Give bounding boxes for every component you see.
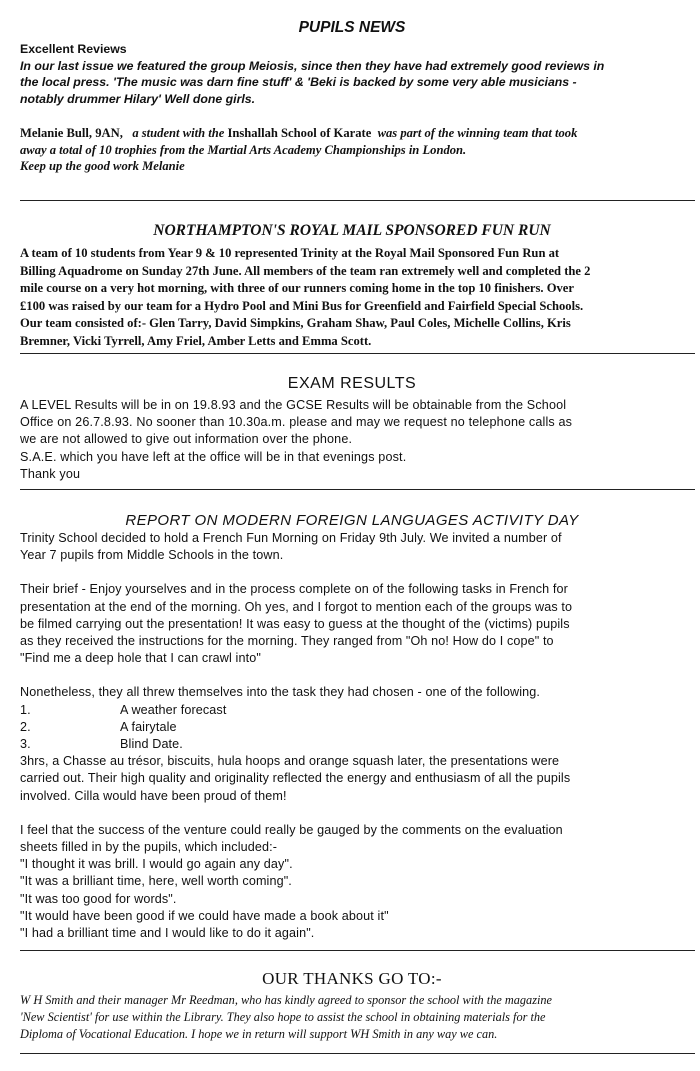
fun-run-line-2: Billing Aquadrome on Sunday 27th June. All members of the team ran extremely well and completed the 2 (20, 263, 591, 278)
fun-run-section (20, 245, 684, 350)
fun-run-line-4: £100 was raised by our team for a Hydro Pool and Mini Bus for Greenfield and Fairfield Special Schools. (20, 298, 584, 313)
karate-mid-text: a student with the (132, 125, 225, 140)
nonetheless-line: Nonetheless, they all threw themselves into the task they had chosen - one of the following. (20, 685, 540, 700)
brief-line-1: Their brief - Enjoy yourselves and in the process complete on of the following tasks in French for (20, 582, 568, 597)
after-line-2: carried out. Their high quality and originality reflected the energy and enthusiasm of all the pupils (20, 771, 571, 786)
karate-line-1 (20, 125, 684, 142)
section-divider (20, 200, 695, 201)
feedback-line-1: I feel that the success of the venture could really be gauged by the comments on the evaluation (20, 822, 563, 837)
task-text: A fairytale (120, 719, 177, 734)
brief-line-5: "Find me a deep hole that I can crawl into" (20, 651, 261, 666)
exam-line-5: Thank you (20, 466, 81, 481)
brief-line-2: presentation at the end of the morning. Oh yes, and I forgot to mention each of the groups was to (20, 599, 573, 614)
section-divider (20, 1053, 695, 1054)
exam-line-3: we are not allowed to give out information over the phone. (20, 432, 353, 447)
feedback-line-2: sheets filled in by the pupils, which included:- (20, 840, 278, 855)
task-number: 2. (20, 719, 31, 734)
thanks-line-2: 'New Scientist' for use within the Library. They also hope to assist the school in obtaining materials for the (20, 1010, 546, 1024)
reviews-subheading: Excellent Reviews (20, 42, 127, 56)
fun-run-line-5: Our team consisted of:- Glen Tarry, David Simpkins, Graham Shaw, Paul Coles, Michelle Collins, Kris (20, 316, 571, 330)
intro-line-1: Trinity School decided to hold a French Fun Morning on Friday 9th July. We invited a number of (20, 531, 562, 545)
after-line-3: involved. Cilla would have been proud of them! (20, 788, 287, 803)
languages-day-section (20, 530, 684, 942)
feedback-quote: "It was a brilliant time, here, well worth coming". (20, 874, 292, 889)
task-item (20, 702, 684, 719)
exam-line-2: Office on 26.7.8.93. No sooner than 10.30a.m. please and may we request no telephone calls as (20, 415, 573, 430)
thanks-line-1: W H Smith and their manager Mr Reedman, who has kindly agreed to sponsor the school with the magazine (20, 993, 553, 1007)
task-item (20, 736, 684, 753)
section-divider (20, 353, 695, 354)
fun-run-line-1: A team of 10 students from Year 9 & 10 represented Trinity at the Royal Mail Sponsored Fun Run at (20, 246, 560, 260)
brief-line-3: be filmed carrying out the presentation! It was easy to guess at the thought of the (victims) pupils (20, 616, 570, 631)
reviews-line-3: notably drummer Hilary' Well done girls. (20, 92, 256, 107)
reviews-line-1: In our last issue we featured the group Meiosis, since then they have had extremely good reviews in (20, 58, 605, 73)
after-line-1: 3hrs, a Chasse au trésor, biscuits, hula hoops and orange squash later, the presentations were (20, 754, 560, 769)
brief-line-4: as they received the instructions for the morning. They ranged from "Oh no! How do I cope" to (20, 634, 554, 649)
feedback-quote: "It was too good for words". (20, 891, 177, 906)
karate-school-name: Inshallah School of Karate (227, 125, 372, 140)
exam-line-4: S.A.E. which you have left at the office will be in that evenings post. (20, 449, 407, 464)
task-number: 1. (20, 702, 31, 717)
pupils-news-section (20, 41, 684, 175)
karate-end-text: was part of the winning team that took (377, 125, 578, 140)
feedback-quote: "I had a brilliant time and I would like to do it again". (20, 926, 315, 941)
thanks-line-3: Diploma of Vocational Education. I hope we in return will support WH Smith in any way we can. (20, 1027, 498, 1041)
section-divider (20, 950, 695, 951)
reviews-line-2: the local press. 'The music was darn fine stuff' & 'Beki is backed by some very able musicians - (20, 75, 577, 90)
thanks-title: OUR THANKS GO TO:- (262, 969, 442, 988)
exam-results-section (20, 397, 684, 483)
fun-run-title: NORTHAMPTON'S ROYAL MAIL SPONSORED FUN RUN (153, 222, 551, 239)
section-divider (20, 489, 695, 490)
languages-day-title: REPORT ON MODERN FOREIGN LANGUAGES ACTIVITY DAY (125, 512, 579, 529)
task-number: 3. (20, 737, 31, 752)
fun-run-line-3: mile course on a very hot morning, with three of our runners coming home in the top 10 finishers. Over (20, 281, 574, 295)
feedback-quote: "It would have been good if we could have made a book about it" (20, 908, 389, 923)
intro-line-2: Year 7 pupils from Middle Schools in the town. (20, 548, 284, 563)
task-text: Blind Date. (120, 737, 183, 752)
karate-student-name: Melanie Bull, 9AN, (20, 125, 123, 140)
exam-results-title: EXAM RESULTS (287, 375, 417, 392)
feedback-quote: "I thought it was brill. I would go again any day". (20, 857, 293, 872)
fun-run-line-6: Bremner, Vicki Tyrrell, Amy Friel, Amber Letts and Emma Scott. (20, 333, 372, 348)
task-item (20, 719, 684, 736)
task-text: A weather forecast (120, 702, 227, 717)
pupils-news-title: PUPILS NEWS (298, 19, 406, 36)
karate-line-3: Keep up the good work Melanie (20, 159, 185, 174)
thanks-section (20, 992, 684, 1043)
exam-line-1: A LEVEL Results will be in on 19.8.93 and the GCSE Results will be obtainable from the School (20, 398, 567, 412)
karate-line-2: away a total of 10 trophies from the Martial Arts Academy Championships in London. (20, 142, 467, 157)
